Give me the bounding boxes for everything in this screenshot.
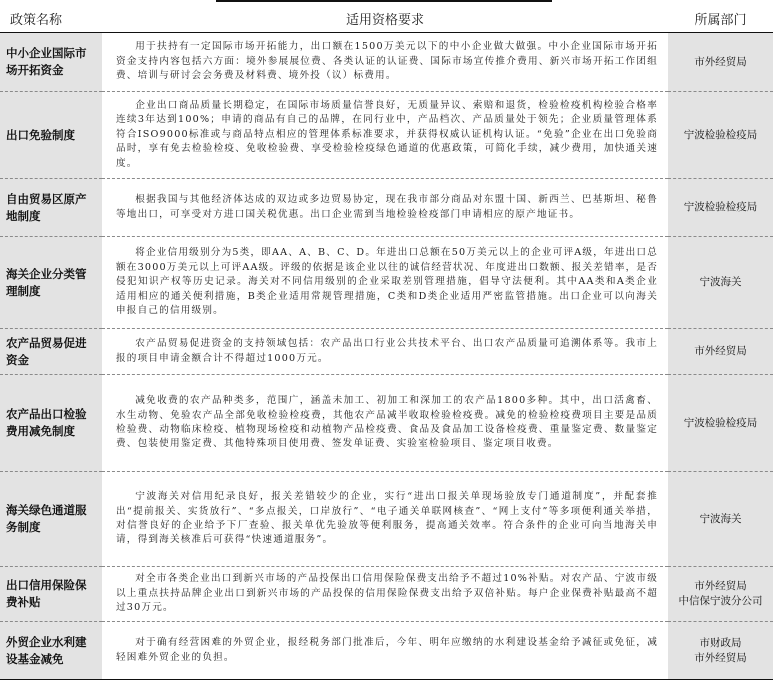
policy-department (668, 329, 773, 375)
requirement-text: 对全市各类企业出口到新兴市场的产品投保出口信用保险保费支出给予不超过10%补贴。对农产品、宁波市级以上重点扶持品牌企业出口到新兴市场的产品投保的信用保险保费支出给予双倍补贴。每户企业保费补贴最高不超过30万元。 (116, 573, 658, 614)
policy-department (668, 375, 773, 472)
policy-name: 中小企业国际市场开拓资金 (0, 33, 102, 92)
policy-department (668, 622, 773, 680)
requirement-text: 减免收费的农产品种类多，范围广，涵盖未加工、初加工和深加工的农产品1800多种。其中，出口活禽畜、水生动物、免验农产品全部免收检验检疫费，其他农产品减半收取检验检疫费。减免的检验检疫费项目主要是品质检验费、动物临床检疫、植物现场检疫和动植物产品检疫费、食品及食品加工设备检疫费、重量鉴定费、数量鉴定费、包装使用鉴定费、其他特殊项目使用费、签发单证费、实验室检验项目、鉴定项目收费。 (116, 395, 658, 450)
requirement-text: 宁波海关对信用纪录良好，报关差错较少的企业，实行“进出口报关单现场验放专门通道制度”，并配套推出“提前报关、实货放行”、“多点报关，口岸放行”、“电子通关单联网核查”、“网上支付”等多项便利通关举措，对信誉良好的企业给予下厂查验、报关单优先验放等便利服务，提高通关效率。符合条件的企业可向当地海关申请，得到海关核准后可获得“快速通道服务”。 (116, 491, 658, 546)
table-header-row (0, 4, 773, 33)
policy-requirement (102, 375, 668, 472)
department-name: 宁波海关 (699, 512, 742, 525)
department-name: 宁波检验检疫局 (683, 201, 758, 213)
department-name: 中信保宁波分公司 (678, 595, 763, 607)
department-name: 市外经贸局 (694, 580, 747, 592)
policy-name: 农产品出口检验费用减免制度 (0, 375, 102, 472)
table-row (0, 622, 773, 680)
policy-table (0, 4, 773, 680)
policy-requirement (102, 237, 668, 329)
policy-name: 海关绿色通道服务制度 (0, 472, 102, 567)
table-row (0, 237, 773, 329)
policy-requirement (102, 567, 668, 622)
department-name: 市财政局 (699, 636, 742, 649)
header-requirements: 适用资格要求 (102, 4, 668, 33)
requirement-text: 农产品贸易促进资金的支持领域包括：农产品出口行业公共技术平台、出口农产品质量可追溯体系等。我市上报的项目申请金额合计不得超过1000万元。 (116, 338, 658, 364)
policy-requirement (102, 472, 668, 567)
policy-department (668, 33, 773, 92)
requirement-text: 企业出口商品质量长期稳定，在国际市场质量信誉良好，无质量异议、索赔和退货，检验检疫机构检验合格率连续3年达到100%；申请的商品有自己的品牌，在同行业中，产品档次、产品质量处于领先；企业质量管理体系符合ISO9000标准或与商品特点相应的管理体系标准要求，并获得权威认证机构认证。“免验”企业在出口免验商品时，享有免去检验检疫、免收检验费、享受检验检疫绿色通道的优惠政策，可简化手续，减少费用，加快通关速度。 (116, 99, 658, 169)
table-row (0, 179, 773, 237)
policy-requirement (102, 329, 668, 375)
table-row (0, 329, 773, 375)
policy-department (668, 92, 773, 179)
department-name: 宁波检验检疫局 (683, 416, 758, 429)
header-policy-name: 政策名称 (0, 4, 102, 33)
policy-requirement (102, 622, 668, 680)
department-name: 宁波海关 (699, 276, 742, 288)
policy-requirement (102, 92, 668, 179)
table-row (0, 92, 773, 179)
policy-department (668, 567, 773, 622)
table-row (0, 375, 773, 472)
policy-requirement (102, 179, 668, 237)
policy-name: 外贸企业水利建设基金减免 (0, 622, 102, 680)
requirement-text: 将企业信用级别分为5类，即AA、A、B、C、D。年进出口总额在50万美元以上的企业可评A级，年进出口总额在3000万美元以上可评AA级。评级的依据是该企业以往的诚信经营状况、年度进出口数额、报关差错率，是否侵犯知识产权等历史记录。海关对不同信用级别的企业采取差别管理措施，倡导守法便利。其中AA类和A类企业适用相应的通关便利措施，B类企业适用常规管理措施，C类和D类企业适用严密监管措施。出口企业可以向海关申报自己的信用级别。 (116, 247, 658, 317)
department-name: 市外经贸局 (694, 345, 747, 357)
policy-requirement (102, 33, 668, 92)
department-name: 市外经贸局 (694, 55, 747, 68)
policy-department (668, 237, 773, 329)
policy-name: 农产品贸易促进资金 (0, 329, 102, 375)
policy-name: 出口信用保险保费补贴 (0, 567, 102, 622)
department-name: 宁波检验检疫局 (683, 128, 758, 141)
department-name: 市外经贸局 (694, 651, 747, 664)
requirement-text: 对于确有经营困难的外贸企业，报经税务部门批准后，今年、明年应缴纳的水利建设基金给予减征或免征，减轻困难外贸企业的负担。 (116, 637, 658, 663)
policy-name: 海关企业分类管理制度 (0, 237, 102, 329)
table-row (0, 472, 773, 567)
requirement-text: 根据我国与其他经济体达成的双边或多边贸易协定，现在我市部分商品对东盟十国、新西兰、巴基斯坦、秘鲁等地出口，可享受对方进口国关税优惠。出口企业需到当地检验检疫部门申请相应的原产地证书。 (116, 194, 658, 220)
requirement-text: 用于扶持有一定国际市场开拓能力，出口额在1500万美元以下的中小企业做大做强。中小企业国际市场开拓资金支持内容包括六方面：境外参展展位费、各类认证的认证费、国际市场宣传推介费用、新兴市场开拓工作团组费、培训与研讨会会务费及材料费、境外投（议）标费用。 (116, 41, 658, 82)
policy-department (668, 472, 773, 567)
policy-name: 自由贸易区原产地制度 (0, 179, 102, 237)
top-rule (216, 0, 552, 2)
header-department: 所属部门 (668, 4, 773, 33)
table-row (0, 567, 773, 622)
policy-department (668, 179, 773, 237)
policy-name: 出口免验制度 (0, 92, 102, 179)
table-row (0, 33, 773, 92)
